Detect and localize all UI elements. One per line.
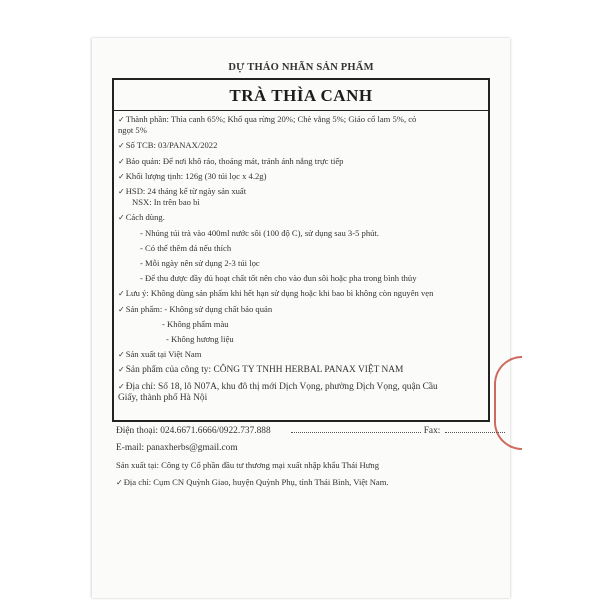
note-line: ✓Lưu ý: Không dùng sản phẩm khi hết hạn sử dụng hoặc khi bao bì không còn nguyên vẹn: [118, 288, 434, 299]
company-line: ✓Sản phẩm của công ty: CÔNG TY TNHH HERBAL PANAX VIỆT NAM: [118, 365, 404, 376]
label-frame: [112, 78, 490, 422]
weight-line: ✓Khối lượng tịnh: 126g (30 túi lọc x 4.2g): [118, 170, 267, 181]
made-in-line: ✓Sản xuất tại Việt Nam: [118, 349, 202, 360]
check-icon: ✓: [118, 115, 125, 124]
contact-section: [116, 424, 486, 488]
check-icon: ✓: [118, 381, 125, 391]
fax-label: Fax:: [423, 426, 441, 436]
product-features-line: ✓Sản phẩm: - Không sử dụng chất bảo quản: [118, 303, 273, 314]
check-icon: ✓: [116, 478, 123, 487]
usage-step-2: - Có thể thêm đá nếu thích: [140, 242, 232, 253]
product-title: TRÀ THÌA CANH: [229, 86, 373, 105]
producer-address-line: ✓Địa chỉ: Cụm CN Quỳnh Giao, huyện Quỳnh Phụ, tỉnh Thái Bình, Việt Nam.: [116, 477, 389, 487]
check-icon: ✓: [118, 213, 125, 223]
phone-line: Điện thoại: 024.6671.6666/0922.737.888 Fax:: [116, 424, 486, 437]
usage-step-3: - Mỗi ngày nên sử dụng 2-3 túi lọc: [140, 258, 260, 269]
check-icon: ✓: [118, 289, 125, 299]
address-line: ✓Địa chỉ: Số 18, lô N07A, khu đô thị mới Dịch Vọng, phường Dịch Vọng, quận Cầu: [118, 381, 438, 392]
producer-line: Sản xuất tại: Công ty Cổ phần đầu tư thương mại xuất nhập khẩu Thái Hưng: [116, 460, 380, 470]
check-icon: ✓: [118, 304, 125, 314]
usage-step-1: - Nhúng túi trà vào 400ml nước sôi (100 độ C), sử dụng sau 3-5 phút.: [140, 227, 379, 238]
document-header: DỰ THẢO NHÃN SẢN PHẨM: [228, 62, 374, 73]
storage-line: ✓Bảo quản: Để nơi khô ráo, thoáng mát, tránh ánh nắng trực tiếp: [118, 155, 344, 166]
dotted-rule: [445, 424, 505, 433]
ingredients-line-cont: ngọt 5%: [118, 125, 147, 136]
usage-step-4: - Để thu được đầy đủ hoạt chất tốt nên cho vào đun sôi hoặc pha trong bình thủy: [140, 273, 417, 284]
label-content: [118, 114, 486, 404]
check-icon: ✓: [118, 187, 125, 197]
dotted-rule: [291, 424, 421, 433]
title-divider: [114, 110, 488, 111]
usage-title: ✓Cách dùng.: [118, 212, 165, 223]
check-icon: ✓: [118, 350, 125, 360]
email-line: E-mail: panaxherbs@gmail.com: [116, 443, 238, 453]
check-icon: ✓: [118, 365, 125, 375]
hsd-line: ✓HSD: 24 tháng kể từ ngày sản xuất: [118, 186, 247, 197]
address-line-cont: Giấy, thành phố Hà Nội: [118, 392, 208, 403]
product-feature-3: - Không hương liệu: [166, 334, 234, 345]
document-sheet: [92, 38, 510, 598]
tcb-line: ✓Số TCB: 03/PANAX/2022: [118, 140, 218, 151]
check-icon: ✓: [118, 171, 125, 181]
red-seal-stamp: [494, 356, 522, 450]
check-icon: ✓: [118, 156, 125, 166]
product-feature-2: - Không phẩm màu: [162, 318, 229, 329]
check-icon: ✓: [118, 141, 125, 151]
nsx-line: NSX: In trên bao bì: [132, 197, 200, 208]
ingredients-line: ✓Thành phần: Thìa canh 65%; Khổ qua rừng 20%; Chè vằng 5%; Giảo cổ lam 5%, cỏ: [118, 114, 417, 124]
